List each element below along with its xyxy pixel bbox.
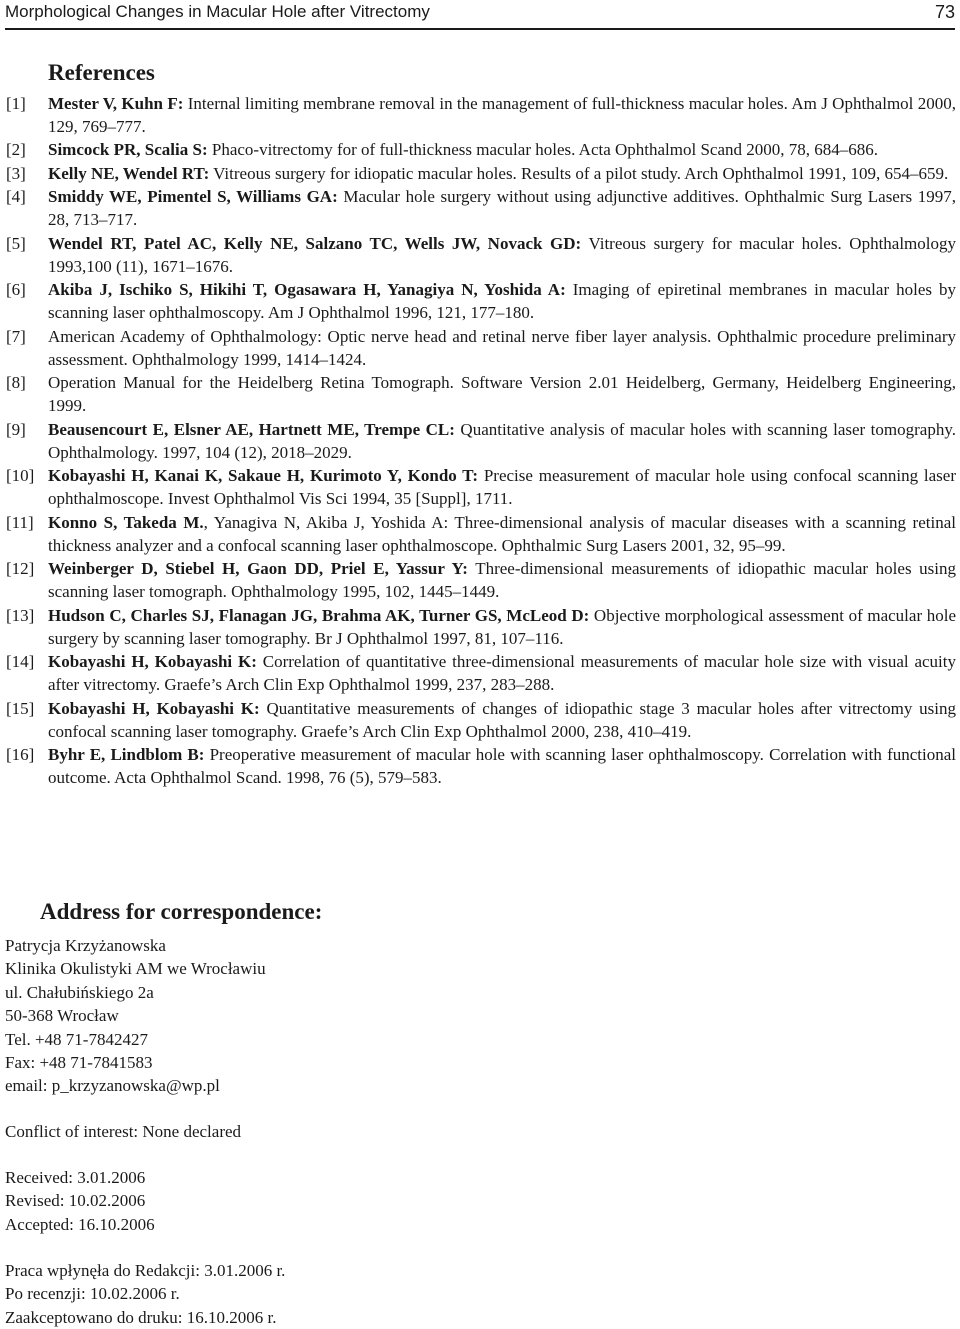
reference-authors: Hudson C, Charles SJ, Flanagan JG, Brahma AK, Turner GS, McLeod D: bbox=[48, 605, 590, 625]
reference-list bbox=[6, 92, 956, 790]
reference-item bbox=[6, 697, 956, 743]
received-date-pl: Praca wpłynęła do Redakcji: 3.01.2006 r. bbox=[5, 1261, 286, 1280]
reference-item bbox=[6, 418, 956, 464]
reference-citation: Vitreous surgery for idiopatic macular holes. Results of a pilot study. Arch Ophthalmol 1991, 109, 654–659. bbox=[209, 163, 949, 183]
reference-citation: Preoperative measurement of macular hole with scanning laser ophthalmoscopy. Correlation with functional outcome. Acta Ophthalmol Scand. 1998, 76 (5), 579–583. bbox=[48, 745, 956, 788]
reference-number: [12] bbox=[6, 559, 35, 579]
reference-number: [13] bbox=[6, 605, 35, 625]
reference-text bbox=[48, 278, 956, 324]
reference-text bbox=[48, 162, 956, 185]
conflict-of-interest bbox=[5, 1120, 241, 1143]
conflict-statement: Conflict of interest: None declared bbox=[5, 1122, 242, 1141]
reference-citation: Phaco-vitrectomy for of full-thickness macular holes. Acta Ophthalmol Scand 2000, 78, 684–686. bbox=[207, 140, 879, 160]
reference-text bbox=[48, 371, 956, 417]
reference-number: [15] bbox=[6, 698, 35, 718]
reference-citation: , Yanagiva N, Akiba J, Yoshida A: Three-dimensional analysis of macular diseases with a scanning retinal thickness analyzer and a confocal scanning laser ophthalmoscope. Ophthalmic Surg Lasers 2001, 32, 95–99. bbox=[48, 512, 956, 555]
reference-item bbox=[6, 92, 956, 138]
submission-dates bbox=[5, 1166, 155, 1236]
reference-citation: Operation Manual for the Heidelberg Retina Tomograph. Software Version 2.01 Heidelberg, Germany, Heidelberg Engineering, 1999. bbox=[48, 373, 956, 416]
reference-authors: Konno S, Takeda M. bbox=[48, 512, 204, 532]
reference-number: [5] bbox=[6, 233, 26, 253]
reference-number: [9] bbox=[6, 419, 26, 439]
reference-text bbox=[48, 464, 956, 510]
reference-authors: Simcock PR, Scalia S: bbox=[48, 140, 208, 160]
running-head bbox=[5, 0, 955, 30]
reference-citation: Internal limiting membrane removal in the management of full-thickness macular holes. Am J Ophthalmol 2000, 129, 769–777. bbox=[48, 94, 957, 137]
postal-city: 50-368 Wrocław bbox=[5, 1006, 119, 1026]
reference-item bbox=[6, 185, 956, 231]
page-number: 73 bbox=[934, 2, 955, 22]
reference-authors: Kobayashi H, Kobayashi K: bbox=[48, 652, 257, 672]
reference-item bbox=[6, 371, 956, 417]
reference-authors: Kobayashi H, Kanai K, Sakaue H, Kurimoto Y, Kondo T: bbox=[48, 466, 479, 486]
accepted-date-pl: Zaakceptowano do druku: 16.10.2006 r. bbox=[5, 1307, 277, 1327]
reference-text bbox=[48, 232, 956, 278]
reference-citation: Macular hole surgery without using adjunctive additives. Ophthalmic Surg Lasers 1997, 28, 713–717. bbox=[48, 187, 956, 230]
reference-item bbox=[6, 557, 956, 603]
correspondence-heading: Address for correspondence: bbox=[40, 899, 323, 924]
reference-citation: Quantitative measurements of changes of idiopathic stage 3 macular holes after vitrectomy using confocal scanning laser tomography. Graefe’s Arch Clin Exp Ophthalmol 2000, 238, 410–419. bbox=[48, 698, 956, 741]
reference-authors: Smiddy WE, Pimentel S, Williams GA: bbox=[48, 187, 338, 207]
reference-number: [10] bbox=[6, 466, 35, 486]
revised-date: Revised: 10.02.2006 bbox=[5, 1191, 146, 1211]
reference-item bbox=[6, 511, 956, 557]
reference-number: [11] bbox=[6, 512, 34, 532]
revised-date-pl: Po recenzji: 10.02.2006 r. bbox=[5, 1284, 180, 1304]
reference-item bbox=[6, 650, 956, 696]
reference-item bbox=[6, 278, 956, 324]
reference-authors: Wendel RT, Patel AC, Kelly NE, Salzano TC, Wells JW, Novack GD: bbox=[48, 233, 582, 253]
reference-citation: Imaging of epiretinal membranes in macular holes by scanning laser ophthalmoscopy. Am J Ophthalmol 1996, 121, 177–180. bbox=[48, 280, 956, 323]
phone: Tel. +48 71-7842427 bbox=[5, 1029, 148, 1049]
reference-authors: Byhr E, Lindblom B: bbox=[48, 745, 205, 765]
institution: Klinika Okulistyki AM we Wrocławiu bbox=[5, 959, 266, 979]
reference-text bbox=[48, 511, 956, 557]
reference-item bbox=[6, 604, 956, 650]
reference-citation: Vitreous surgery for macular holes. Ophthalmology 1993,100 (11), 1671–1676. bbox=[48, 233, 957, 276]
reference-authors: Akiba J, Ischiko S, Hikihi T, Ogasawara H, Yanagiya N, Yoshida A: bbox=[48, 280, 566, 300]
reference-citation: Objective morphological assessment of macular hole surgery by scanning laser tomography. Br J Ophthalmol 1997, 81, 107–116. bbox=[48, 605, 956, 648]
reference-citation: Quantitative analysis of macular holes with scanning laser tomography. Ophthalmology. 1997, 104 (12), 2018–2029. bbox=[48, 419, 956, 462]
reference-number: [4] bbox=[6, 187, 26, 207]
reference-item bbox=[6, 743, 956, 789]
reference-text bbox=[48, 697, 956, 743]
reference-text bbox=[48, 325, 956, 371]
received-date: Received: 3.01.2006 bbox=[5, 1168, 146, 1187]
reference-text bbox=[48, 604, 956, 650]
reference-item bbox=[6, 232, 956, 278]
reference-citation: Precise measurement of macular hole using confocal scanning laser ophthalmoscope. Invest Ophthalmol Vis Sci 1994, 35 [Suppl], 1711. bbox=[48, 466, 956, 509]
reference-citation: Three-dimensional measurements of idiopathic macular holes using scanning laser tomograph. Ophthalmology 1995, 102, 1445–1449. bbox=[48, 559, 956, 602]
reference-number: [8] bbox=[6, 373, 26, 393]
reference-number: [3] bbox=[6, 163, 26, 183]
author-name: Patrycja Krzyżanowska bbox=[5, 936, 166, 955]
reference-item bbox=[6, 162, 956, 185]
correspondence-address bbox=[5, 934, 266, 1098]
reference-number: [14] bbox=[6, 652, 35, 672]
reference-number: [7] bbox=[6, 326, 26, 346]
running-title: Morphological Changes in Macular Hole after Vitrectomy bbox=[5, 2, 430, 21]
reference-text bbox=[48, 743, 956, 789]
reference-citation: Correlation of quantitative three-dimensional measurements of macular hole size with visual acuity after vitrectomy. Graefe’s Arch Clin Exp Ophthalmol 1999, 237, 283–288. bbox=[48, 652, 956, 695]
reference-text bbox=[48, 650, 956, 696]
reference-item bbox=[6, 325, 956, 371]
references-heading: References bbox=[48, 60, 155, 85]
reference-item bbox=[6, 464, 956, 510]
reference-number: [6] bbox=[6, 280, 26, 300]
reference-text bbox=[48, 185, 956, 231]
reference-authors: Beausencourt E, Elsner AE, Hartnett ME, Trempe CL: bbox=[48, 419, 455, 439]
submission-dates-polish bbox=[5, 1259, 285, 1329]
reference-authors: Mester V, Kuhn F: bbox=[48, 94, 184, 113]
reference-item bbox=[6, 138, 956, 161]
accepted-date: Accepted: 16.10.2006 bbox=[5, 1214, 155, 1234]
reference-text bbox=[48, 92, 956, 138]
email: email: p_krzyzanowska@wp.pl bbox=[5, 1076, 220, 1096]
reference-number: [2] bbox=[6, 140, 26, 160]
reference-number: [16] bbox=[6, 745, 35, 765]
reference-number: [1] bbox=[6, 94, 26, 113]
reference-authors: Weinberger D, Stiebel H, Gaon DD, Priel E, Yassur Y: bbox=[48, 559, 468, 579]
reference-text bbox=[48, 418, 956, 464]
reference-authors: Kobayashi H, Kobayashi K: bbox=[48, 698, 260, 718]
reference-text bbox=[48, 138, 956, 161]
reference-authors: Kelly NE, Wendel RT: bbox=[48, 163, 210, 183]
fax: Fax: +48 71-7841583 bbox=[5, 1053, 153, 1073]
reference-citation: American Academy of Ophthalmology: Optic nerve head and retinal nerve fiber layer analysis. Ophthalmic procedure preliminary assessment. Ophthalmology 1999, 1414–1424. bbox=[48, 326, 956, 369]
street-address: ul. Chałubińskiego 2a bbox=[5, 982, 154, 1002]
reference-text bbox=[48, 557, 956, 603]
